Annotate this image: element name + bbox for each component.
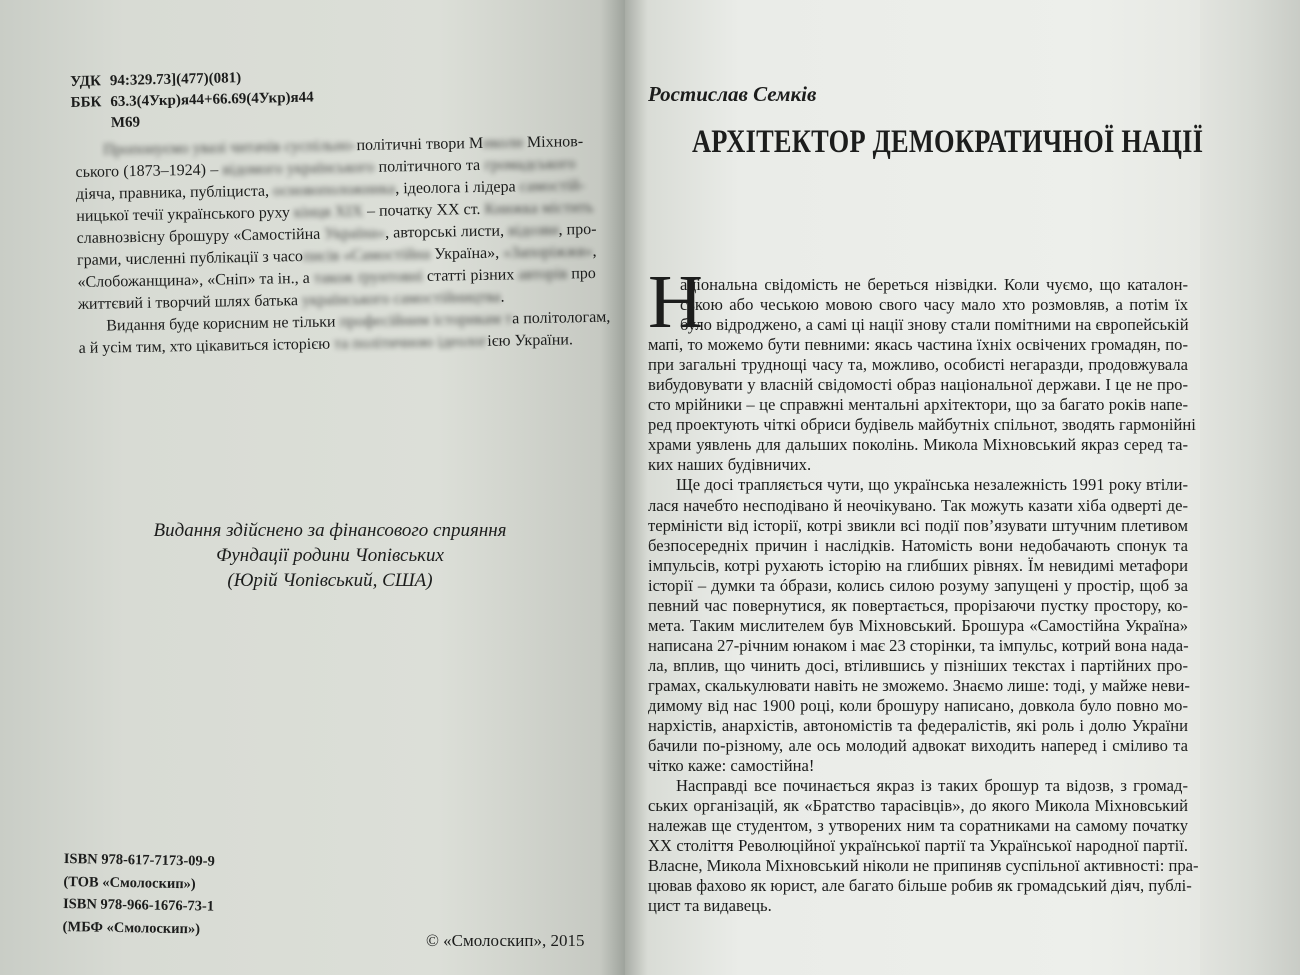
text-segment: Видання буде корисним не тільки	[106, 313, 340, 335]
funding-line: (Юрій Чопівський, США)	[227, 570, 433, 591]
blurred-text: громадського	[484, 155, 576, 174]
bbk-value: 63.3(4Укр)я44+66.69(4Укр)я44	[110, 89, 314, 111]
copyright: © «Смолоскип», 2015	[426, 931, 585, 950]
text-segment: , про-	[558, 220, 597, 239]
paragraph-line: терміністи від історії, котрі звикли всі події пов’язувати штучним плетивом	[648, 515, 1188, 535]
blurred-text: писів «Самостійна	[302, 245, 431, 266]
isbn-publisher: (МБФ «Смолоскип»)	[62, 918, 201, 937]
paragraph-line: імпульсів, котрі рухають історію на глибших рівнях. Їм невидимі метафори	[648, 555, 1188, 575]
isbn-publisher: (ТОВ «Смолоскип»)	[63, 873, 196, 892]
paragraph-line: цист та видавець.	[648, 896, 772, 916]
paragraph-line: ською або чеською мовою свого часу мало хто розмовляв, а потім їх	[680, 295, 1188, 315]
paragraph-line: при загальні труднощі часу та, можливо, особисті негаразди, продовжувала	[648, 355, 1188, 375]
blurred-text: Книжка містить	[484, 198, 594, 218]
funding-line: Фундації родини Чопівських	[216, 545, 444, 566]
author-sign: М69	[110, 114, 141, 132]
funding-note	[130, 518, 530, 593]
paragraph-line: мета. Таким мислителем був Міхновський. Брошура «Самостійна Україна»	[648, 615, 1188, 635]
paragraph-line: димому від нас 1900 році, коли брошуру написано, довкола було повно мо-	[648, 695, 1188, 715]
blurred-text: иколи	[482, 134, 528, 152]
text-segment: .	[500, 288, 505, 306]
blurred-text: основоположника	[272, 180, 396, 200]
funding-line: Видання здійснено за фінансового сприяння	[153, 520, 507, 541]
blurred-text: Пропонуємо увазі читачів суспільно-	[103, 137, 357, 159]
paragraph-line: належав ще студентом, з утворених ним та соратниками на самому початку	[648, 816, 1188, 836]
next-page-edge	[1200, 0, 1300, 975]
article-body	[648, 275, 1199, 917]
catalog-codes	[70, 66, 314, 134]
paragraph-line: лася начебто несподівано й неочікувано. Так можуть казати хіба одверті де-	[648, 495, 1188, 515]
text-segment: – початку XX ст.	[362, 200, 485, 220]
article-title: АРХІТЕКТОР ДЕМОКРАТИЧНОЇ НАЦІЇ	[692, 124, 1204, 160]
paragraph-line: написана 27-річним юнаком і має 23 сторінки, та імпульс, котрий вона нада-	[648, 635, 1189, 655]
paragraph-line: було відроджено, а самі ці нації знову стали помітними на європейській	[680, 315, 1189, 335]
text-segment: статті різних	[422, 266, 519, 285]
annotation	[75, 131, 611, 360]
text-segment: політичного та	[378, 156, 485, 176]
blurred-text: українського самостійництва	[301, 288, 501, 310]
text-segment: Міхнов-	[526, 133, 584, 152]
paragraph-line: ських організацій, як «Братство тарасівців», до якого Микола Міхновський	[648, 796, 1188, 816]
udk-value: 94:329.73](477)(081)	[109, 70, 242, 90]
text-segment: ією України.	[487, 331, 574, 350]
blurred-text: Україна»	[324, 224, 386, 243]
text-segment: життєвий і творчий шлях батька	[77, 292, 303, 313]
paragraph-line: нархістів, анархістів, автономістів та федералістів, які роль і долю України	[648, 716, 1188, 736]
text-segment: діяча, правника, публіциста,	[75, 182, 274, 203]
paragraph-line: безпосередніх причин і наслідків. Натомість вони недобачають спонук та	[648, 535, 1188, 555]
blurred-text: «Запоріжжя»	[502, 242, 593, 262]
blurred-text: самостій-	[519, 177, 586, 196]
paragraph-line: храми уявлень для дальших поколінь. Микола Міхновський якраз серед та-	[648, 435, 1188, 455]
paragraph-line: Ще досі трапляється чути, що українська незалежність 1991 року втіли-	[676, 475, 1188, 495]
text-segment: , ідеолога і лідера	[395, 178, 520, 198]
text-segment: грами, численні публікації з часо	[76, 248, 304, 269]
text-segment: ського (1873–1924) –	[75, 161, 223, 181]
text-segment: ницької течії українського руху	[76, 204, 295, 225]
blurred-text: відомого українського	[222, 158, 379, 179]
text-segment: ,	[592, 242, 597, 260]
drop-cap: Н	[648, 260, 703, 344]
isbn-line: ISBN 978-617-7173-09-9	[63, 850, 215, 870]
paragraph-line: сто мрійники – це справжні ментальні архітектори, що за багато років напе-	[648, 395, 1188, 415]
blurred-text: авторів	[518, 265, 568, 284]
paragraph-line: чітко каже: самостійна!	[648, 756, 815, 776]
blurred-text: кінця XIX	[293, 202, 364, 222]
paragraph-line: XX століття Революційної української партії та Української народної партії.	[648, 836, 1188, 856]
blurred-text: та політичною ідеолог	[333, 332, 488, 353]
udk-label: УДК	[70, 73, 102, 90]
text-segment: про	[567, 264, 596, 283]
paragraph-line: аціональна свідомість не береться нізвідки. Коли чуємо, що каталон-	[680, 275, 1188, 294]
paragraph-line: цював фахово як юрист, але багато більше робив як громадський діяч, публі-	[648, 876, 1192, 896]
paragraph-line: бачили по-різному, але ось молодий адвокат виходить наперед і сміливо та	[648, 736, 1188, 756]
paragraph-line: ла, вплив, що чинить досі, втілившись у пізніших текстах і партійних про-	[648, 655, 1188, 675]
paragraph-line: грамах, скалькулювати навіть не зможемо. Знаємо лише: тоді, у майже неви-	[648, 675, 1190, 695]
text-segment: Україна»,	[430, 244, 504, 263]
text-segment: а політологам,	[511, 308, 611, 328]
blurred-text: також ґрунтовні	[313, 267, 424, 287]
bbk-label: ББК	[70, 94, 102, 111]
blurred-text: відозви	[507, 221, 559, 240]
isbn-line: ISBN 978-966-1676-73-1	[62, 895, 215, 915]
paragraph-line: Власне, Микола Міхновський ніколи не припиняв суспільної активності: пра-	[648, 856, 1199, 876]
text-segment: «Слобожанщина», «Сніп» та ін., а	[77, 269, 314, 291]
blurred-text: професійним історикам т	[339, 310, 513, 331]
paragraph-line: мапі, то можемо бути певними: якась частина їхніх освічених громадян, по-	[648, 335, 1188, 355]
text-segment: а й усім тим, хто цікавиться історією	[78, 335, 335, 357]
paragraph-line: ред проектують чіткі обриси будівель майбутніх спільнот, зводять гармонійні	[648, 415, 1196, 435]
paragraph-line: історії – думки та óбрази, колись силою розуму запущені у простір, щоб за	[648, 575, 1188, 595]
article-author: Ростислав Семків	[648, 82, 817, 106]
text-segment: політичні твори М	[356, 134, 484, 155]
paragraph-line: ких наших будівничих.	[648, 455, 812, 475]
paragraph-line: вибудовувати у власній свідомості образ національної держави. І це не про-	[648, 375, 1188, 395]
text-segment: , авторські листи,	[385, 222, 509, 242]
paragraph-line: Насправді все починається якраз із таких брошур та відозв, з громад-	[676, 776, 1188, 796]
isbn-block	[62, 848, 215, 941]
text-segment: славнозвісну брошуру «Самостійна	[76, 225, 325, 247]
paragraph-line: певний час повернутися, як повертається, прорізаючи пустку простору, ко-	[648, 595, 1188, 615]
